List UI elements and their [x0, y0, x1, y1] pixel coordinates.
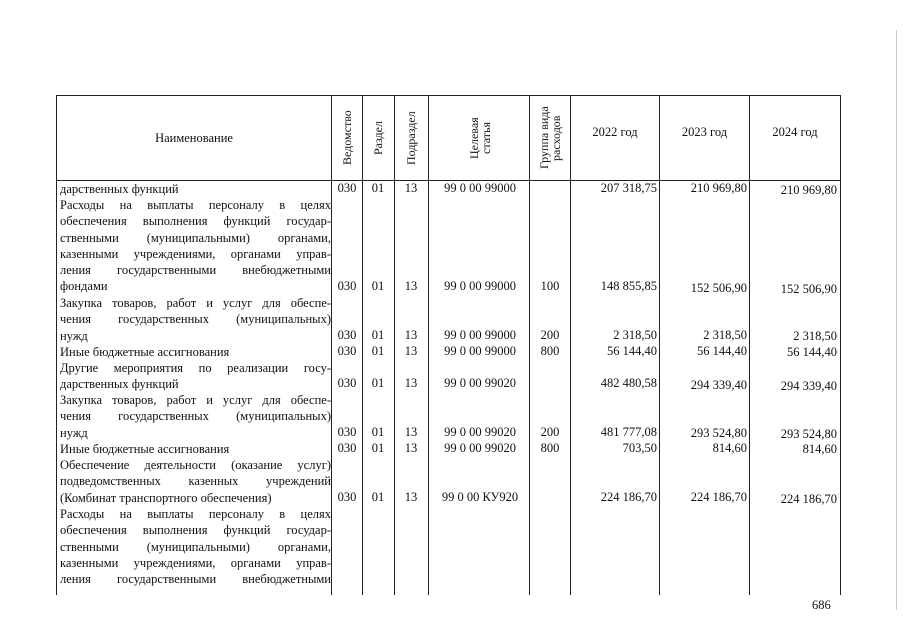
cell-subsection: 13: [404, 181, 418, 195]
row-name-line: Закупка товаров, работ и услуг для обеспе-: [60, 393, 331, 407]
row-name-3: [60, 295, 331, 344]
cell-year-2024: 814,60: [802, 442, 837, 456]
row-name-line: Расходы на выплаты персоналу в целях: [60, 507, 331, 521]
row-name-line: Иные бюджетные ассигнования: [60, 442, 230, 456]
scan-edge: [896, 30, 897, 610]
table-right-border: [840, 95, 841, 595]
cell-department: 030: [337, 279, 357, 293]
cell-section: 01: [371, 376, 385, 390]
header-year-2022: 2022 год: [592, 124, 638, 139]
cell-subsection: 13: [404, 490, 418, 504]
cell-year-2022: 703,50: [622, 441, 657, 455]
row-name-line: ственными (муниципальными) органами,: [60, 230, 331, 245]
cell-department: 030: [337, 441, 357, 455]
cell-section: 01: [371, 328, 385, 342]
row-name-line: подведомственных казенных учреждений: [60, 474, 331, 489]
cell-section: 01: [371, 490, 385, 504]
row-name-line: обеспечения выполнения функций государ-: [60, 523, 331, 538]
cell-year-2022: 148 855,85: [600, 279, 657, 293]
header-year-2023: 2023 год: [681, 124, 728, 139]
header-expense-group: Группа вида расходов: [537, 106, 563, 170]
cell-subsection: 13: [404, 425, 418, 439]
col-divider-3: [394, 95, 395, 595]
row-name-7: [60, 441, 331, 457]
row-name-line: Расходы на выплаты персоналу в целях: [60, 198, 331, 212]
cell-target-article: 99 0 00 99000: [444, 181, 516, 195]
cell-target-article: 99 0 00 99000: [444, 279, 516, 293]
row-name-line: казенными учреждениями, органами управ-: [60, 555, 331, 570]
row-name-line: чения государственных (муниципальных): [60, 312, 331, 327]
header-year-2024: 2024 год: [772, 124, 818, 139]
cell-year-2023: 814,60: [712, 441, 747, 455]
cell-expense-group: 100: [540, 279, 560, 293]
cell-department: 030: [337, 344, 357, 358]
row-name-2: [60, 197, 331, 295]
row-name-line: ления государственными внебюджетными: [60, 572, 331, 587]
cell-year-2023: 210 969,80: [690, 181, 747, 195]
row-name-line: дарственных функций: [60, 182, 179, 196]
cell-section: 01: [371, 344, 385, 358]
cell-year-2024: 294 339,40: [780, 379, 837, 393]
cell-year-2022: 224 186,70: [600, 490, 657, 504]
row-name-6: [60, 392, 331, 441]
cell-department: 030: [337, 181, 357, 195]
cell-target-article: 99 0 00 99000: [444, 344, 516, 358]
cell-year-2024: 2 318,50: [793, 329, 837, 343]
row-name-line: (Комбинат транспортного обеспечения): [60, 490, 272, 505]
page-number: 686: [812, 598, 831, 612]
col-divider-1: [331, 95, 332, 595]
cell-department: 030: [337, 425, 357, 439]
col-divider-8: [749, 95, 750, 595]
cell-department: 030: [337, 328, 357, 342]
cell-section: 01: [371, 181, 385, 195]
cell-subsection: 13: [404, 441, 418, 455]
cell-section: 01: [371, 279, 385, 293]
row-name-9: [60, 506, 331, 587]
cell-expense-group: 800: [540, 344, 560, 358]
cell-year-2023: 2 318,50: [703, 328, 747, 342]
row-name-line: Обеспечение деятельности (оказание услуг): [60, 458, 331, 472]
cell-subsection: 13: [404, 344, 418, 358]
row-name-line: нужд: [60, 328, 88, 343]
cell-expense-group: 800: [540, 441, 560, 455]
cell-target-article: 99 0 00 99020: [444, 441, 516, 455]
row-name-5: [60, 360, 331, 393]
row-name-line: нужд: [60, 425, 88, 440]
cell-year-2022: 2 318,50: [613, 328, 657, 342]
row-name-line: чения государственных (муниципальных): [60, 409, 331, 424]
cell-section: 01: [371, 425, 385, 439]
cell-year-2022: 56 144,40: [607, 344, 657, 358]
row-name-line: ственными (муниципальными) органами,: [60, 539, 331, 554]
header-department: Ведомство: [340, 110, 354, 166]
col-divider-7: [659, 95, 660, 595]
cell-expense-group: 200: [540, 328, 560, 342]
cell-subsection: 13: [404, 376, 418, 390]
cell-subsection: 13: [404, 328, 418, 342]
cell-target-article: 99 0 00 99020: [444, 376, 516, 390]
cell-year-2022: 481 777,08: [600, 425, 657, 439]
row-name-line: ления государственными внебюджетными: [60, 263, 331, 278]
cell-year-2024: 152 506,90: [780, 282, 837, 296]
header-name: Наименование: [155, 130, 233, 145]
cell-year-2024: 293 524,80: [780, 427, 837, 441]
cell-section: 01: [371, 441, 385, 455]
row-name-4: [60, 344, 331, 360]
cell-subsection: 13: [404, 279, 418, 293]
cell-year-2023: 294 339,40: [690, 378, 747, 392]
cell-year-2022: 482 480,58: [600, 376, 657, 390]
cell-expense-group: 200: [540, 425, 560, 439]
cell-department: 030: [337, 376, 357, 390]
cell-target-article: 99 0 00 99000: [444, 328, 516, 342]
col-divider-6: [570, 95, 571, 595]
row-name-line: фондами: [60, 279, 108, 294]
cell-year-2023: 293 524,80: [690, 426, 747, 440]
row-name-line: Иные бюджетные ассигнования: [60, 345, 230, 359]
cell-year-2023: 56 144,40: [697, 344, 747, 358]
row-name-line: казенными учреждениями, органами управ-: [60, 246, 331, 261]
row-name-line: обеспечения выполнения функций государ-: [60, 214, 331, 229]
cell-year-2024: 224 186,70: [780, 492, 837, 506]
row-name-1: [60, 181, 331, 197]
header-subsection: Подраздел: [404, 111, 418, 165]
cell-target-article: 99 0 00 КУ920: [441, 490, 519, 504]
cell-year-2022: 207 318,75: [600, 181, 657, 195]
cell-department: 030: [337, 490, 357, 504]
header-section: Раздел: [371, 121, 385, 155]
row-name-line: Другие мероприятия по реализации госу-: [60, 361, 331, 375]
cell-year-2023: 224 186,70: [690, 490, 747, 504]
row-name-line: дарственных функций: [60, 377, 179, 392]
col-divider-4: [428, 95, 429, 595]
cell-year-2023: 152 506,90: [690, 281, 747, 295]
cell-target-article: 99 0 00 99020: [444, 425, 516, 439]
row-name-line: Закупка товаров, работ и услуг для обеспе-: [60, 296, 331, 310]
col-divider-2: [362, 95, 363, 595]
cell-year-2024: 56 144,40: [787, 345, 837, 359]
header-target-article: Целевая статья: [467, 117, 493, 159]
row-name-8: [60, 457, 331, 506]
cell-year-2024: 210 969,80: [780, 183, 837, 197]
